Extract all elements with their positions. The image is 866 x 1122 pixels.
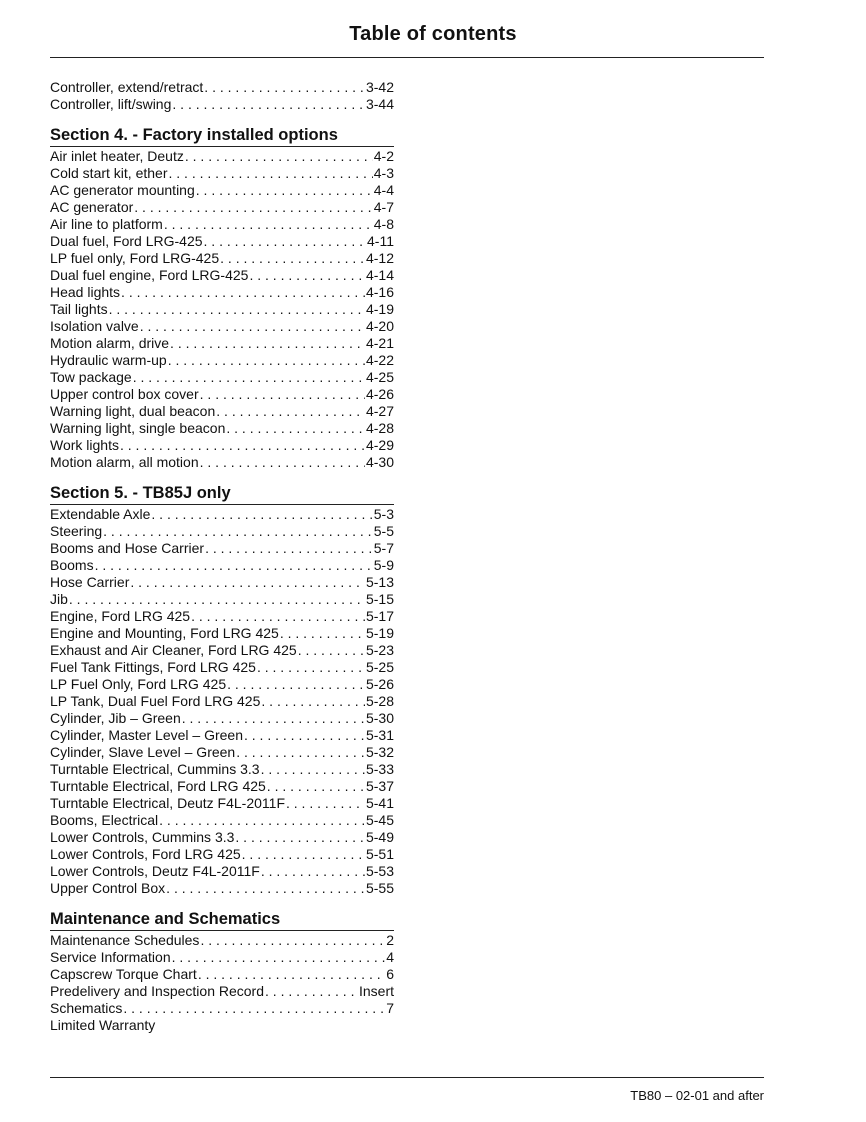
dot-leader	[95, 557, 373, 574]
toc-entry[interactable]	[50, 642, 394, 659]
table-of-contents	[50, 79, 394, 1046]
dot-leader	[133, 369, 365, 386]
dot-leader	[220, 250, 365, 267]
toc-entry[interactable]	[50, 727, 394, 744]
toc-entry-page: 5-15	[365, 591, 394, 607]
toc-entry-page: 6	[386, 966, 394, 982]
toc-entry[interactable]	[50, 1000, 394, 1017]
toc-entry[interactable]	[50, 250, 394, 267]
dot-leader	[204, 233, 366, 250]
toc-entry[interactable]	[50, 880, 394, 897]
dot-leader	[185, 148, 373, 165]
toc-entry-title: Motion alarm, drive	[50, 335, 170, 351]
toc-entry-title: Maintenance Schedules	[50, 932, 200, 948]
dot-leader	[216, 403, 365, 420]
dot-leader	[172, 949, 386, 966]
toc-entry-title: Booms	[50, 557, 94, 573]
toc-entry[interactable]	[50, 540, 394, 557]
dot-leader	[172, 96, 365, 113]
toc-entry-title: Engine, Ford LRG 425	[50, 608, 191, 624]
dot-leader	[200, 932, 385, 949]
toc-entry-page: 5-25	[365, 659, 394, 675]
dot-leader	[298, 642, 365, 659]
toc-entry-title: Engine and Mounting, Ford LRG 425	[50, 625, 279, 641]
dot-leader	[130, 574, 365, 591]
toc-entry-title: Steering	[50, 523, 103, 539]
toc-entry-title: Cylinder, Jib – Green	[50, 710, 181, 726]
dot-leader	[261, 693, 365, 710]
toc-entry-title: LP Tank, Dual Fuel Ford LRG 425	[50, 693, 261, 709]
toc-entry-title: Dual fuel engine, Ford LRG-425	[50, 267, 249, 283]
toc-entry-page: Insert	[358, 983, 394, 999]
toc-entry-page: 5-19	[365, 625, 394, 641]
toc-entry-page: 4-16	[365, 284, 394, 300]
toc-entry-page: 4-7	[373, 199, 394, 215]
toc-entry-page: 5-7	[373, 540, 394, 556]
toc-entry-title: Tail lights	[50, 301, 108, 317]
toc-entry-title: Isolation valve	[50, 318, 139, 334]
toc-entry-page: 4-11	[367, 233, 394, 249]
toc-entry[interactable]	[50, 966, 394, 983]
toc-entry[interactable]	[50, 983, 394, 1000]
toc-entry-title: Fuel Tank Fittings, Ford LRG 425	[50, 659, 256, 675]
toc-entry-page: 5-9	[373, 557, 394, 573]
toc-entry-title: Head lights	[50, 284, 121, 300]
toc-entry-page: 5-32	[365, 744, 394, 760]
toc-entry-page: 4-20	[365, 318, 394, 334]
dot-leader	[261, 863, 365, 880]
dot-leader	[103, 523, 373, 540]
toc-entry-page: 5-53	[365, 863, 394, 879]
toc-entry-page: 5-17	[365, 608, 394, 624]
dot-leader	[169, 165, 373, 182]
toc-entry[interactable]	[50, 352, 394, 369]
toc-entry-title: Controller, lift/swing	[50, 96, 172, 112]
toc-entry-page: 4-21	[365, 335, 394, 351]
toc-entry-page: 3-44	[365, 96, 394, 112]
dot-leader	[200, 454, 365, 471]
toc-entry-page: 4-29	[365, 437, 394, 453]
dot-leader	[244, 727, 365, 744]
toc-entry[interactable]	[50, 659, 394, 676]
dot-leader	[261, 761, 365, 778]
toc-entry[interactable]	[50, 148, 394, 165]
toc-entry[interactable]	[50, 335, 394, 352]
toc-entry-page: 4-19	[365, 301, 394, 317]
toc-entry-title: AC generator	[50, 199, 134, 215]
toc-entry[interactable]	[50, 574, 394, 591]
toc-entry-title: Lower Controls, Ford LRG 425	[50, 846, 241, 862]
toc-entry-title: Limited Warranty	[50, 1017, 156, 1033]
toc-entry-page: 4-12	[365, 250, 394, 266]
toc-entry-title: Controller, extend/retract	[50, 79, 204, 95]
toc-entry[interactable]	[50, 96, 394, 113]
dot-leader	[134, 199, 372, 216]
toc-entry-page: 5-5	[373, 523, 394, 539]
toc-entry-page: 3-42	[365, 79, 394, 95]
toc-entry-page: 4-14	[365, 267, 394, 283]
toc-entry-title: Extendable Axle	[50, 506, 151, 522]
dot-leader	[69, 591, 365, 608]
toc-entry[interactable]	[50, 318, 394, 335]
dot-leader	[204, 79, 365, 96]
toc-entry[interactable]	[50, 625, 394, 642]
toc-entry[interactable]	[50, 591, 394, 608]
dot-leader	[123, 1000, 385, 1017]
dot-leader	[168, 352, 365, 369]
dot-leader	[109, 301, 365, 318]
toc-entry[interactable]	[50, 863, 394, 880]
toc-entry-page: 4-2	[373, 148, 394, 164]
toc-entry[interactable]	[50, 420, 394, 437]
toc-entry[interactable]	[50, 710, 394, 727]
toc-entry-page: 5-3	[373, 506, 394, 522]
toc-entry-title: Predelivery and Inspection Record	[50, 983, 265, 999]
toc-entry[interactable]	[50, 846, 394, 863]
toc-entry[interactable]	[50, 608, 394, 625]
toc-entry[interactable]	[50, 778, 394, 795]
toc-entry-title: Air inlet heater, Deutz	[50, 148, 184, 164]
toc-entry-page: 4-8	[373, 216, 394, 232]
toc-entry[interactable]	[50, 165, 394, 182]
toc-entry-title: Cylinder, Slave Level – Green	[50, 744, 236, 760]
toc-entry[interactable]	[50, 199, 394, 216]
toc-entry-page: 4	[386, 949, 394, 965]
toc-entry[interactable]	[50, 949, 394, 966]
toc-entry-page: 5-26	[365, 676, 394, 692]
toc-entry-page: 5-37	[365, 778, 394, 794]
toc-entry-page: 4-4	[373, 182, 394, 198]
toc-entry-page: 4-27	[365, 403, 394, 419]
dot-leader	[226, 420, 365, 437]
toc-entry-title: Jib	[50, 591, 68, 607]
toc-entry-title: LP Fuel Only, Ford LRG 425	[50, 676, 227, 692]
toc-entry[interactable]	[50, 676, 394, 693]
toc-entry-title: Lower Controls, Deutz F4L-2011F	[50, 863, 260, 879]
dot-leader	[140, 318, 365, 335]
toc-entry-page: 5-31	[365, 727, 394, 743]
section-heading: Section 4. - Factory installed options	[50, 125, 394, 147]
toc-entry-title: Turntable Electrical, Ford LRG 425	[50, 778, 266, 794]
toc-entry-page: 5-45	[365, 812, 394, 828]
dot-leader	[198, 966, 385, 983]
dot-leader	[200, 386, 365, 403]
section-heading: Section 5. - TB85J only	[50, 483, 394, 505]
dot-leader	[196, 182, 373, 199]
toc-entry-title: Warning light, dual beacon	[50, 403, 216, 419]
dot-leader	[170, 335, 365, 352]
toc-entry-title: Lower Controls, Cummins 3.3	[50, 829, 235, 845]
dot-leader	[205, 540, 373, 557]
toc-entry-title: Motion alarm, all motion	[50, 454, 199, 470]
toc-entry-title: Capscrew Torque Chart	[50, 966, 197, 982]
toc-entry[interactable]	[50, 557, 394, 574]
toc-entry-title: Service Information	[50, 949, 171, 965]
toc-entry-title: Hose Carrier	[50, 574, 130, 590]
toc-section	[50, 125, 394, 471]
dot-leader	[280, 625, 365, 642]
toc-entry-title: Booms and Hose Carrier	[50, 540, 205, 556]
toc-entry[interactable]	[50, 761, 394, 778]
toc-entry-page: 5-28	[365, 693, 394, 709]
toc-entry-page: 5-13	[365, 574, 394, 590]
toc-entry-page: 2	[386, 932, 394, 948]
toc-entry[interactable]	[50, 233, 394, 250]
toc-entry[interactable]	[50, 795, 394, 812]
dot-leader	[265, 983, 358, 1000]
toc-entry-title: Work lights	[50, 437, 119, 453]
dot-leader	[121, 284, 365, 301]
toc-entry-page: 4-28	[365, 420, 394, 436]
toc-entry-page: 5-51	[365, 846, 394, 862]
toc-entry-title: Turntable Electrical, Cummins 3.3	[50, 761, 260, 777]
dot-leader	[164, 216, 373, 233]
toc-entry[interactable]	[50, 454, 394, 471]
dot-leader	[267, 778, 365, 795]
toc-entry[interactable]	[50, 744, 394, 761]
toc-entry-page: 5-41	[365, 795, 394, 811]
footer-divider	[50, 1077, 764, 1078]
toc-entry[interactable]	[50, 79, 394, 96]
toc-entry-title: Turntable Electrical, Deutz F4L-2011F	[50, 795, 285, 811]
toc-entry-page: 4-30	[365, 454, 394, 470]
toc-entry-page: 5-49	[365, 829, 394, 845]
dot-leader	[182, 710, 365, 727]
dot-leader	[191, 608, 365, 625]
dot-leader	[236, 744, 365, 761]
toc-entry-title: Air line to platform	[50, 216, 163, 232]
dot-leader	[257, 659, 365, 676]
toc-entry[interactable]	[50, 216, 394, 233]
toc-entry[interactable]	[50, 523, 394, 540]
toc-entry-title: Cold start kit, ether	[50, 165, 168, 181]
toc-entry-page: 5-55	[365, 880, 394, 896]
dot-leader	[151, 506, 372, 523]
toc-entry-title: LP fuel only, Ford LRG-425	[50, 250, 220, 266]
toc-entry-title: Warning light, single beacon	[50, 420, 226, 436]
toc-entry-page: 7	[386, 1000, 394, 1016]
toc-entry[interactable]	[50, 1017, 394, 1034]
page-title: Table of contents	[349, 23, 517, 45]
toc-entry-title: Tow package	[50, 369, 132, 385]
dot-leader	[159, 812, 365, 829]
toc-entry-page: 5-23	[365, 642, 394, 658]
toc-entry[interactable]	[50, 386, 394, 403]
toc-entry[interactable]	[50, 182, 394, 199]
dot-leader	[166, 880, 365, 897]
toc-entry[interactable]	[50, 267, 394, 284]
section-heading: Maintenance and Schematics	[50, 909, 394, 931]
toc-entry[interactable]	[50, 301, 394, 318]
toc-entry-title: Booms, Electrical	[50, 812, 159, 828]
continued-entries	[50, 79, 394, 113]
toc-entry-page: 4-22	[365, 352, 394, 368]
toc-entry-title: Upper control box cover	[50, 386, 199, 402]
dot-leader	[249, 267, 365, 284]
toc-entry[interactable]	[50, 506, 394, 523]
dot-leader	[242, 846, 365, 863]
header-divider	[50, 57, 764, 58]
dot-leader	[120, 437, 365, 454]
toc-entry-title: AC generator mounting	[50, 182, 195, 198]
dot-leader	[286, 795, 365, 812]
toc-entry[interactable]	[50, 693, 394, 710]
dot-leader	[227, 676, 365, 693]
toc-entry-title: Cylinder, Master Level – Green	[50, 727, 243, 743]
toc-entry-title: Exhaust and Air Cleaner, Ford LRG 425	[50, 642, 297, 658]
toc-entry[interactable]	[50, 932, 394, 949]
toc-entry-page: 4-25	[365, 369, 394, 385]
toc-section	[50, 909, 394, 1034]
toc-entry-title: Schematics	[50, 1000, 123, 1016]
toc-entry-title: Dual fuel, Ford LRG-425	[50, 233, 203, 249]
toc-entry-title: Upper Control Box	[50, 880, 166, 896]
toc-entry[interactable]	[50, 437, 394, 454]
toc-entry[interactable]	[50, 369, 394, 386]
toc-entry-page: 4-26	[365, 386, 394, 402]
toc-entry-title: Hydraulic warm-up	[50, 352, 167, 368]
footer-text: TB80 – 02-01 and after	[630, 1088, 764, 1103]
dot-leader	[235, 829, 365, 846]
toc-entry[interactable]	[50, 812, 394, 829]
toc-entry[interactable]	[50, 284, 394, 301]
toc-entry[interactable]	[50, 403, 394, 420]
toc-section	[50, 483, 394, 897]
toc-entry-page: 5-30	[365, 710, 394, 726]
toc-entry-page: 5-33	[365, 761, 394, 777]
toc-entry[interactable]	[50, 829, 394, 846]
toc-entry-page: 4-3	[373, 165, 394, 181]
